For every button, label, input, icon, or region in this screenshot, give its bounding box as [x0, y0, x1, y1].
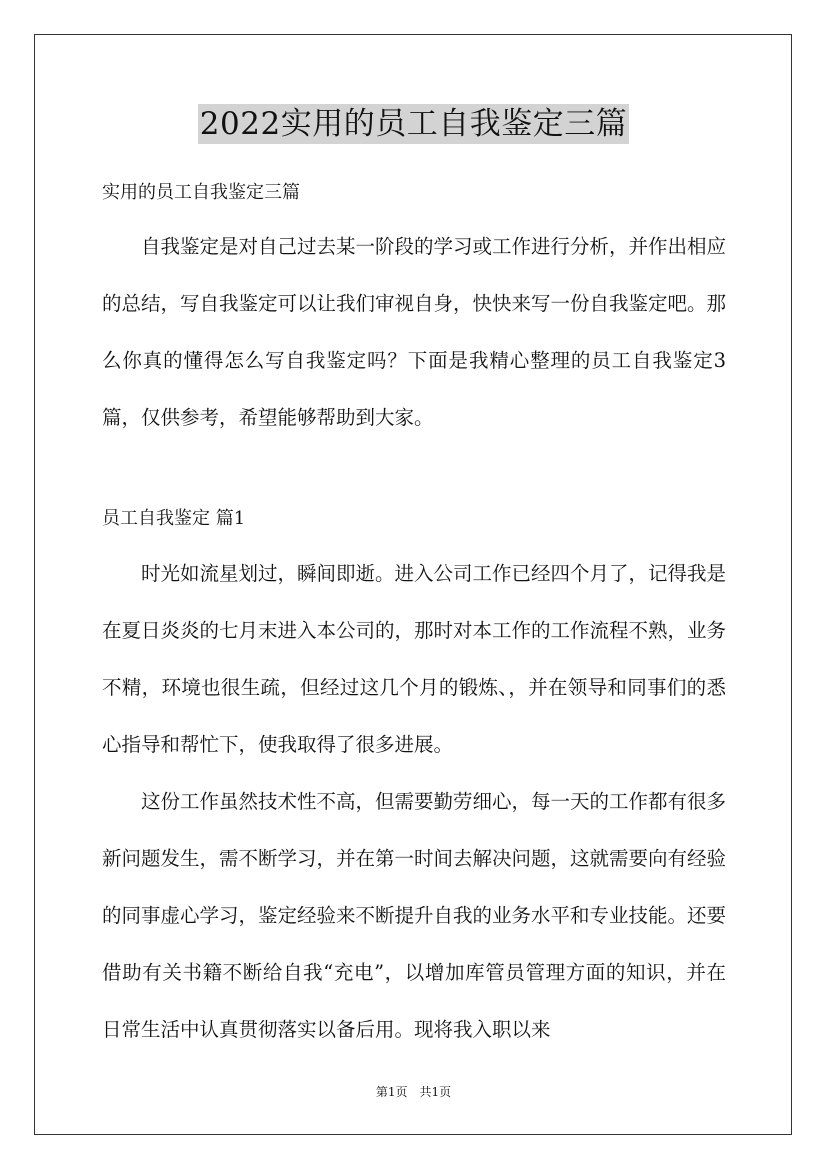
document-title — [0, 104, 827, 144]
body-paragraph-1: 时光如流星划过，瞬间即逝。进入公司工作已经四个月了，记得我是在夏日炎炎的七月末进入本公司的，那时对本工作的工作流程不熟，业务不精，环境也很生疏，但经过这几个月的锻炼、，并在领导和同事们的悉心指导和帮忙下，使我取得了很多进展。 — [102, 562, 727, 756]
document-title-text: 2022实用的员工自我鉴定三篇 — [199, 106, 628, 142]
page-number-footer: 第1页 共1页 — [375, 1085, 452, 1099]
intro-paragraph: 自我鉴定是对自己过去某一阶段的学习或工作进行分析，并作出相应的总结，写自我鉴定可以让我们审视自身，快快来写一份自我鉴定吧。那么你真的懂得怎么写自我鉴定吗？下面是我精心整理的员工自我鉴定3篇，仅供参考，希望能够帮助到大家。 — [102, 235, 727, 429]
body-paragraph-2: 这份工作虽然技术性不高，但需要勤劳细心，每一天的工作都有很多新问题发生，需不断学习，并在第一时间去解决问题，这就需要向有经验的同事虚心学习，鉴定经验来不断提升自我的业务水平和专业技能。还要借助有关书籍不断给自我“充电”，以增加库管员管理方面的知识，并在日常生活中认真贯彻落实以备后用。现将我入职以来 — [102, 790, 727, 1041]
document-subtitle: 实用的员工自我鉴定三篇 — [102, 182, 300, 203]
section-heading: 员工自我鉴定 篇1 — [102, 508, 246, 529]
